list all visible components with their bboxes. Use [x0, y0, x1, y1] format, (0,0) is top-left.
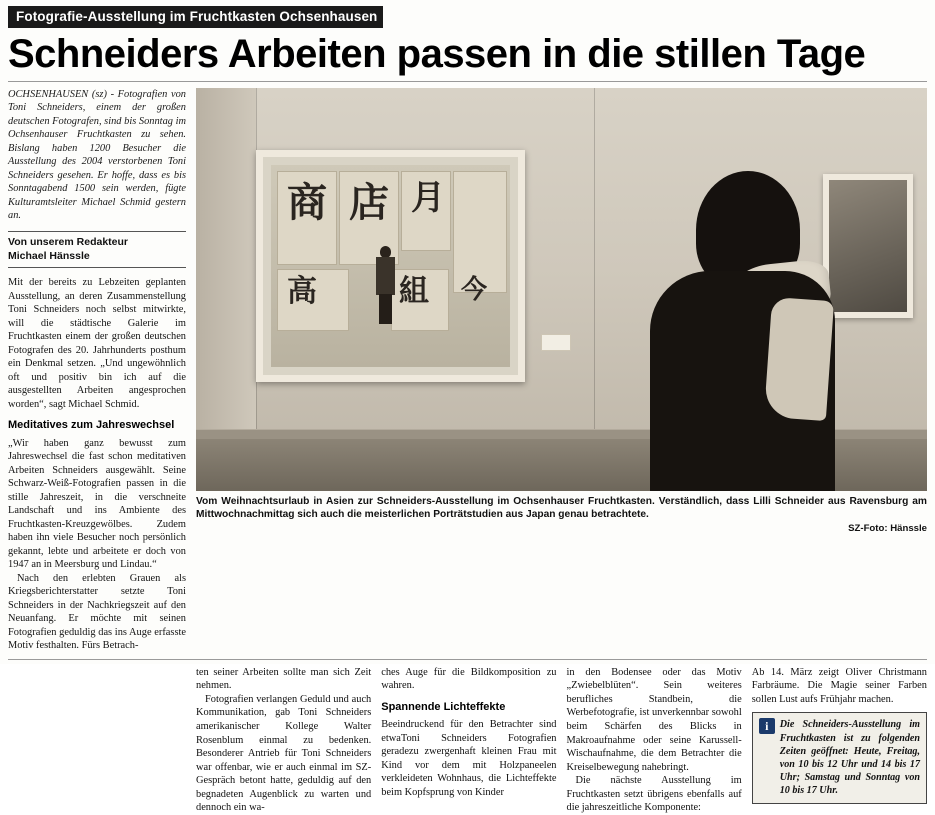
gallery-visitor	[650, 171, 835, 491]
lead-paragraph: OCHSENHAUSEN (sz) - Fotografien von Toni Schneiders, einem der großen deutschen Fotografen, sind bis Sonntag im Ochsenhauser Fruchtkasten zu sehen. Bislang haben 1200 Besucher die Ausstellung des 2004 verstorbenen Toni Schneiders gesehen. Er hoffe, dass es bis Sonntagabend 1500 sein werden, fügte Kulturamtsleiter Michael Schmid gestern an.	[8, 88, 186, 222]
paragraph: ten seiner Arbeiten sollte man sich Zeit nehmen.	[196, 666, 372, 692]
artwork-character: 高	[287, 273, 317, 309]
photo-block	[196, 88, 927, 534]
visitor-scarf-tail	[764, 297, 834, 421]
paragraph: Die nächste Ausstellung im Fruchtkasten setzt übrigens ebenfalls auf die jahreszeitliche Komponente:	[566, 775, 742, 814]
paragraph: Fotografien verlangen Geduld und auch Kommunikation, gab Toni Schneiders amerikanischer Kollege Walter Rosenblum einmal zu bedenken. Besonderer Antrieb für Toni Schneiders war offenbar, wie er auch einmal im SZ-Gespräch betont hatte, geduldig auf den begnadeten Augenblick zu warten und dennoch ein wa-	[196, 693, 372, 814]
info-box	[752, 712, 927, 804]
upper-region	[8, 88, 927, 653]
byline-line-2: Michael Hänssle	[8, 249, 90, 262]
article-column-4	[567, 666, 742, 815]
article-column-3	[381, 666, 556, 799]
artwork-image	[271, 165, 510, 367]
subheading-meditatives: Meditatives zum Jahreswechsel	[8, 419, 175, 432]
info-icon: i	[759, 718, 775, 734]
paragraph: ches Auge für die Bildkomposition zu wahren.	[381, 666, 557, 692]
artwork-person-silhouette	[371, 246, 401, 324]
artwork-character: 組	[399, 273, 429, 309]
person-legs	[379, 294, 392, 324]
byline-line-1: Von unserem Redakteur	[8, 235, 129, 248]
page-title: Schneiders Arbeiten passen in die stillen Tage	[8, 32, 866, 76]
paragraph: Beeindruckend für den Betrachter sind etwaToni Schneiders Fotografien geradezu zwergenhaft kleinen Frau mit Kind vor dem mit Holzpaneelen verkleideten Wohnhaus, die Lichteffekte beim Kopfsprung von Kinder	[381, 719, 557, 798]
subheading-lichteffekte: Spannende Lichteffekte	[381, 700, 506, 713]
article-column-1	[8, 276, 186, 653]
artwork-character: 今	[461, 274, 488, 305]
paragraph: in den Bodensee oder das Motiv „Zwiebelblüten“. Sein weiteres berufliches Standbein, die Werbefotografie, ist unverkennbar sowohl beim Schärfen des Blicks in Makroaufnahme oder seine Karussell-Wischaufnahme, die dem Betrachter die Kreiselbewegung nahebringt.	[566, 666, 742, 773]
info-box-text: Die Schneiders-Ausstellung im Fruchtkasten ist zu folgenden Zeiten geöffnet: Heute, Freitag, von 10 bis 12 Uhr und 14 bis 17 Uhr; Samstag und Sonntag von 10 bis 17 Uhr.	[779, 719, 920, 797]
lower-columns	[8, 666, 927, 815]
paragraph: Ab 14. März zeigt Oliver Christmann Farbräume. Die Magie seiner Farben sollen Lust aufs Frühjahr machen.	[751, 666, 927, 705]
paragraph: Nach den erlebten Grauen als Kriegsberichterstatter setzte Toni Schneiders in der Nachkriegszeit auf den Neuanfang. Er möchte mit seinen Fotografien geduldig das ins Auge erfasste Motiv festhalten. Fürs Betrach-	[8, 572, 186, 652]
kicker-bar: Fotografie-Ausstellung im Fruchtkasten Ochsenhausen	[8, 6, 383, 28]
gallery-photograph	[196, 88, 927, 491]
artwork-character: 店	[349, 179, 389, 226]
paragraph: Mit der bereits zu Lebzeiten geplanten Ausstellung, an deren Zusammenstellung Toni Schneiders noch selbst mitwirkte, will die städtische Galerie im Fruchtkasten einem der großen deutschen Fotografen des 20. Jahrhunderts posthum ein Denkmal setzen. „Und ungewöhnlich oft und positiv bin ich auf die ausgestellten Arbeiten angesprochen worden“, sagt Michael Schmid.	[8, 277, 186, 410]
divider-middle	[8, 659, 927, 660]
framed-artwork-main	[256, 150, 525, 382]
artwork-canvas	[829, 180, 907, 312]
article-column-2	[196, 666, 371, 815]
artwork-character: 月	[411, 177, 445, 218]
photo-caption: Vom Weihnachtsurlaub in Asien zur Schneiders-Ausstellung im Ochsenhauser Fruchtkasten. Verständlich, dass Lilli Schneider aus Ravensburg am Mittwochnachmittag sich auch die meisterlichen Porträtstudien aus Japan genau betrachtete.	[196, 495, 927, 521]
framed-artwork-secondary	[823, 174, 913, 318]
paragraph: „Wir haben ganz bewusst zum Jahreswechsel die fast schon meditativen Arbeiten Schneiders ausgewählt. Seine Schwarz-Weiß-Fotografien passen in die stille Jahreszeit, in die verschneite Landschaft und ins Ambiente des Fruchtkasten-Kreuzgewölbes. Zudem haben ihn viele Besucher noch persönlich gekannt, lebte und arbeitete er doch von 1947 an in Meersburg und Lindau.“	[8, 437, 186, 571]
artwork-canvas	[263, 157, 518, 375]
intro-column	[8, 88, 186, 653]
article-column-5	[752, 666, 927, 804]
divider-top	[8, 81, 927, 82]
artwork-character: 商	[287, 179, 327, 226]
artwork-wall-label	[541, 334, 571, 351]
person-torso	[376, 257, 395, 295]
photo-credit: SZ-Foto: Hänssle	[848, 522, 927, 534]
byline	[8, 231, 186, 268]
